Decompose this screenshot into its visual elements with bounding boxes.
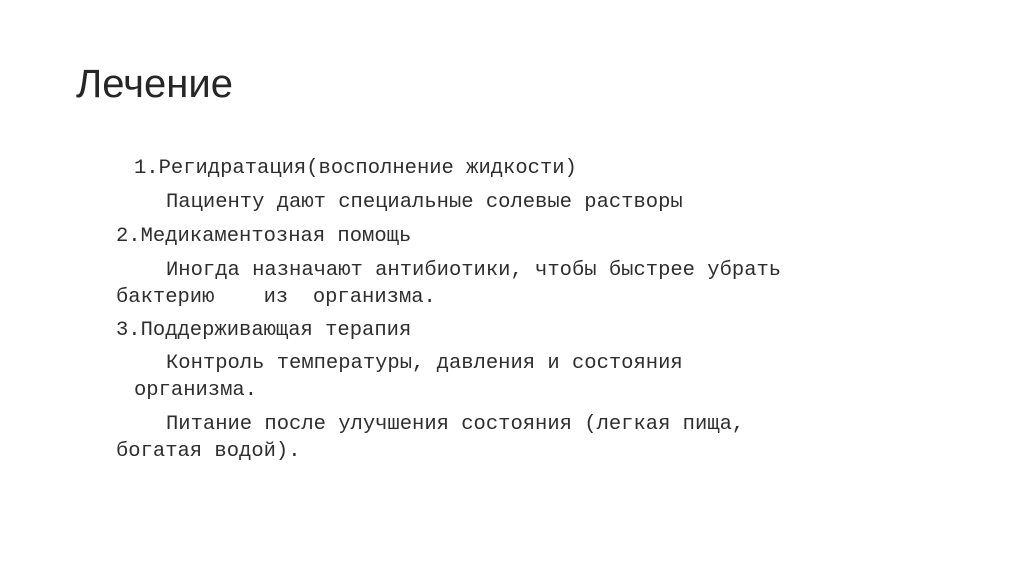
slide-title: Лечение bbox=[76, 62, 233, 106]
item-2-text: Иногда назначают антибиотики, чтобы быстрее убрать bbox=[166, 259, 782, 282]
item-2-text-continued: бактерию из организма. bbox=[116, 286, 436, 309]
item-3-text-2-continued: богатая водой). bbox=[116, 440, 301, 463]
item-2-heading: 2.Медикаментозная помощь bbox=[116, 225, 412, 248]
item-3-text-2: Питание после улучшения состояния (легкая пища, bbox=[166, 413, 745, 436]
item-1-heading: 1.Регидратация(восполнение жидкости) bbox=[134, 157, 577, 180]
item-3-text: Контроль температуры, давления и состояния bbox=[166, 352, 683, 375]
item-3-heading: 3.Поддерживающая терапия bbox=[116, 319, 412, 342]
item-1-text: Пациенту дают специальные солевые растворы bbox=[166, 191, 683, 214]
item-3-text-continued: организма. bbox=[134, 379, 258, 402]
